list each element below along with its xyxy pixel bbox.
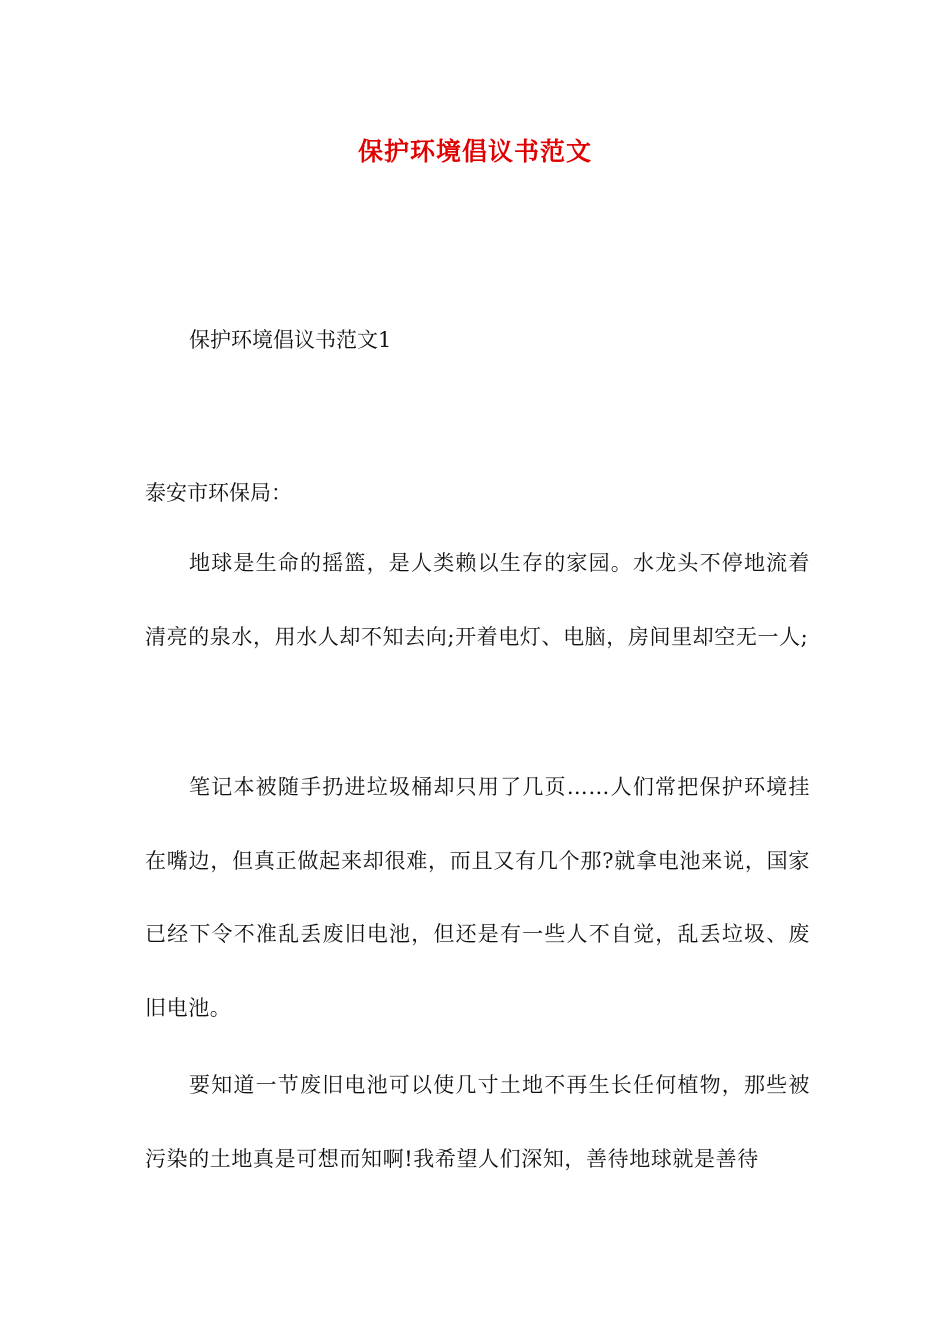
document-subtitle: 保护环境倡议书范文1 — [189, 328, 392, 352]
paragraph-2: 笔记本被随手扔进垃圾桶却只用了几页……人们常把保护环境挂在嘴边，但真正做起来却很难，而且又有几个那?就拿电池来说，国家已经下令不准乱丢废旧电池，但还是有一些人不自觉，乱丢垃圾、废旧电池。 — [145, 775, 810, 1020]
document-title: 保护环境倡议书范文 — [357, 137, 592, 166]
paragraph-3: 要知道一节废旧电池可以使几寸土地不再生长任何植物，那些被污染的土地真是可想而知啊!我希望人们深知，善待地球就是善待 — [145, 1073, 810, 1171]
salutation: 泰安市环保局： — [145, 481, 292, 505]
paragraph-1: 地球是生命的摇篮，是人类赖以生存的家园。水龙头不停地流着清亮的泉水，用水人却不知去向;开着电灯、电脑，房间里却空无一人; — [145, 551, 810, 649]
